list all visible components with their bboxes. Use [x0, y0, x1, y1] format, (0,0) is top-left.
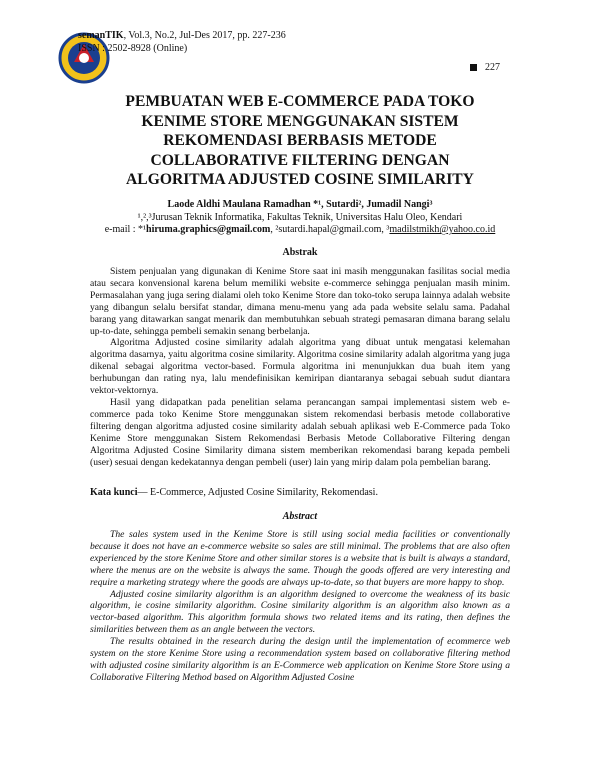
- abstract-paragraph-2: Adjusted cosine similarity algorithm is an algorithm designed to overcome the weakness of its basic algorithm, ie cosine similarity algorithm. Cosine similarity algorithm is an algorithm also known as a vector-based algorithm. This algorithm formula shows two related items and its rating, then defines the similarities between them as an angle between the vectors.: [90, 588, 510, 636]
- author-names: Laode Aldhi Maulana Ramadhan *¹, Sutardi², Jumadil Nangi³: [167, 199, 433, 210]
- abstrak-heading: Abstrak: [282, 247, 318, 258]
- abstrak-body: [90, 266, 510, 468]
- abstract-paragraph-1: The sales system used in the Kenime Store is still using social media facilities or conventionally because it does not have an e-commerce website so sales are still minimal. The problems that are also often experienced by the store Kenime Store and other similar stores is a website that is built is always a standard, where the menus are on the website is always the same. Though the goods offered are very interesting and require a marketing strategy where the goods are always up-to-date, so that buyers are more happy to shop.: [90, 529, 510, 588]
- abstrak-paragraph-1: Sistem penjualan yang digunakan di Kenime Store saat ini masih menggunakan fasilitas social media atau secara konvensional karena belum memiliki website e-commerce sehingga penjualan masih minim. Permasalahan yang juga sering dialami oleh toko Kenime Store dan toko-toko serupa lainnya adalah website yang dibangun selalu bersifat standar, dimana menu-menu yang ada pada website selalu sama. Padahal barang yang ditawarkan sangat menarik dan membutuhkan sebuah strategi pemasaran dimana barang selalu up-to-date, sehingga pembeli semakin senang berbelanja.: [90, 266, 510, 337]
- paper-title: PEMBUATAN WEB E-COMMERCE PADA TOKO KENIME STORE MENGGUNAKAN SISTEM REKOMENDASI BERBASIS METODE COLLABORATIVE FILTERING DENGAN ALGORITMA ADJUSTED COSINE SIMILARITY: [125, 93, 475, 188]
- journal-volume: , Vol.3, No.2, Jul-Des 2017, pp. 227-236: [123, 30, 286, 41]
- journal-issn: ISSN : 2502-8928 (Online): [78, 43, 188, 54]
- author-block: [60, 199, 540, 237]
- keywords: [90, 487, 378, 498]
- abstract-body: [90, 529, 510, 684]
- email-3[interactable]: madilstmikh@yahoo.co.id: [389, 224, 496, 235]
- email-1[interactable]: hiruma.graphics@gmail.com: [146, 224, 271, 235]
- keywords-text: — E-Commerce, Adjusted Cosine Similarity, Rekomendasi.: [137, 487, 378, 498]
- abstrak-paragraph-2: Algoritma Adjusted cosine similarity adalah algoritma yang dibuat untuk mengatasi kelemahan algoritma dasarnya, yaitu algoritma cosine similarity. Algoritma cosine similarity adalah algoritma yang juga dikenal sebagai algoritma vector-based. Formula algoritma ini menunjukkan dua buah item yang berhubungan dan rating nya, lalu mendefinisikan kemiripan diantaranya sebagai sebuah sudut diantara vektor-vektornya.: [90, 337, 510, 397]
- abstract-heading: Abstract: [282, 511, 318, 522]
- page-number: 227: [485, 62, 500, 73]
- email-line: [60, 224, 540, 237]
- page-number-box: [470, 62, 500, 73]
- journal-name: semanTIK: [78, 30, 124, 41]
- abstract-paragraph-3: The results obtained in the research during the design until the implementation of ecommerce web system on the store Kenime Store using a recommendation system based on collaborative filtering method with adjusted cosine similarity algorithm is an E-Commerce web application on Kenime Store Store using a Collaborative Filtering Method based on Algorithm Adjusted Cosine: [90, 636, 510, 683]
- keywords-label: Kata kunci: [90, 487, 138, 498]
- affiliation: ¹,²,³Jurusan Teknik Informatika, Fakultas Teknik, Universitas Halu Oleo, Kendari: [137, 211, 463, 223]
- email-prefix: e-mail : *¹: [104, 224, 147, 235]
- email-2[interactable]: , ²sutardi.hapal@gmail.com, ³: [270, 224, 390, 235]
- abstrak-paragraph-3: Hasil yang didapatkan pada penelitian selama perancangan sampai implementasi sistem web e-commerce pada toko Kenime Store menggunakan sistem rekomendasi berbasis metode collaborative filtering dengan algoritma adjusted cosine similarity adalah sebuah aplikasi web E-Commerce pada Toko Kenime Store menggunakan Sistem Rekomendasi Berbasis Metode Collaborative Filtering dengan Algoritma Adjusted Cosine Similarity dimana sistem memberikan rekomendasi barang kepada pembeli (user) sesuai dengan kedekatannya dengan pembeli (user) lain yang mirip dalam pola pembelian barang.: [90, 396, 510, 468]
- journal-info: [78, 29, 286, 55]
- square-icon: [470, 64, 477, 71]
